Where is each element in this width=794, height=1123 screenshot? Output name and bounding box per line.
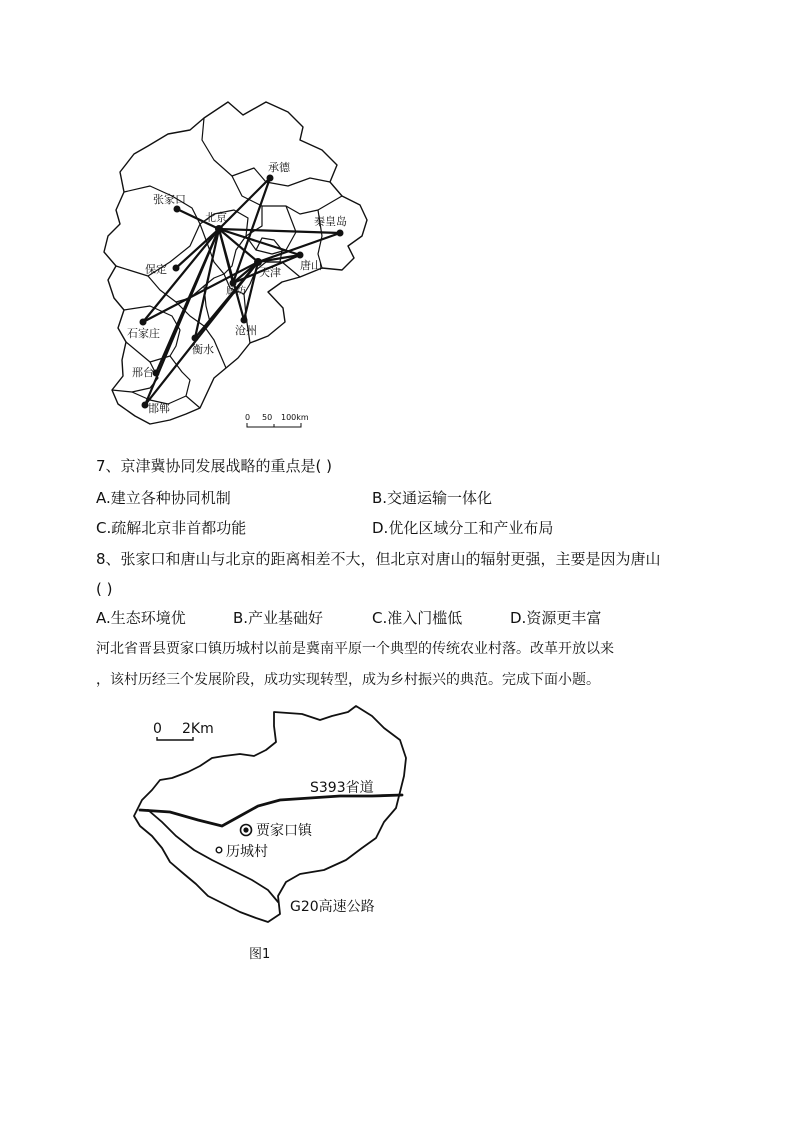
town-marker: [241, 825, 252, 836]
dot-qinhuangdao: [337, 230, 344, 237]
dot-cangzhou: [241, 317, 248, 324]
scale-end: 100km: [281, 413, 309, 422]
q8-option-a: A.生态环境优: [96, 609, 186, 627]
road-s393: [140, 795, 402, 826]
label-chengde: 承德: [268, 161, 290, 174]
q8-option-d: D.资源更丰富: [510, 609, 602, 627]
label-g20: G20高速公路: [290, 899, 375, 915]
scale-bar: [245, 413, 309, 427]
label-tangshan: 唐山: [300, 259, 322, 272]
label-village: 历城村: [226, 844, 268, 860]
scale-mid: 50: [262, 413, 273, 422]
label-tianjin: 天津: [259, 266, 281, 279]
jingjinji-map: [95, 95, 385, 435]
figure-caption: 图1: [249, 947, 271, 962]
label-langfang: 廊坊: [226, 286, 246, 297]
passage-line-2: ，该村历经三个发展阶段，成功实现转型，成为乡村振兴的典范。完成下面小题。: [96, 672, 600, 688]
label-baoding: 保定: [145, 263, 167, 276]
q8-paren: ( ): [96, 580, 113, 598]
dot-chengde: [267, 175, 274, 182]
dot-baoding: [173, 265, 180, 272]
q7-option-b: B.交通运输一体化: [372, 489, 493, 507]
label-zhangjiakou: 张家口: [153, 193, 186, 206]
q7-option-c: C.疏解北京非首都功能: [96, 519, 247, 537]
q7-option-a: A.建立各种协同机制: [96, 489, 231, 507]
label-xingtai: 邢台: [132, 366, 154, 379]
village-marker: [216, 847, 222, 853]
dot-zhangjiakou: [174, 206, 181, 213]
q7-stem: 7、京津冀协同发展战略的重点是( ): [96, 457, 333, 475]
map2-scale-zero: 0: [153, 721, 162, 737]
dot-hengshui: [192, 335, 199, 342]
label-cangzhou: 沧州: [235, 324, 257, 337]
scale-zero: 0: [245, 413, 251, 422]
dot-tianjin: [254, 258, 262, 266]
dot-tangshan: [297, 252, 304, 259]
q8-stem: 8、张家口和唐山与北京的距离相差不大，但北京对唐山的辐射更强，主要是因为唐山: [96, 550, 661, 568]
dot-beijing: [215, 225, 223, 233]
map2-scale-bar: [153, 721, 214, 740]
q7-option-d: D.优化区域分工和产业布局: [372, 519, 554, 537]
label-town: 贾家口镇: [256, 823, 312, 839]
label-hengshui: 衡水: [192, 343, 214, 356]
map2-scale-label: 2Km: [182, 721, 214, 737]
label-shijiazhuang: 石家庄: [127, 327, 160, 340]
q8-option-b: B.产业基础好: [233, 609, 324, 627]
dot-shijiazhuang: [140, 319, 147, 326]
jiajiakou-map: [120, 700, 420, 970]
passage-line-1: 河北省晋县贾家口镇历城村以前是冀南平原一个典型的传统农业村落。改革开放以来: [96, 641, 614, 657]
q8-option-c: C.准入门槛低: [372, 609, 463, 627]
label-handan: 邯郸: [148, 402, 170, 415]
label-beijing: 北京: [205, 211, 227, 224]
label-s393: S393省道: [310, 780, 374, 796]
label-qinhuangdao: 秦皇岛: [314, 215, 347, 228]
